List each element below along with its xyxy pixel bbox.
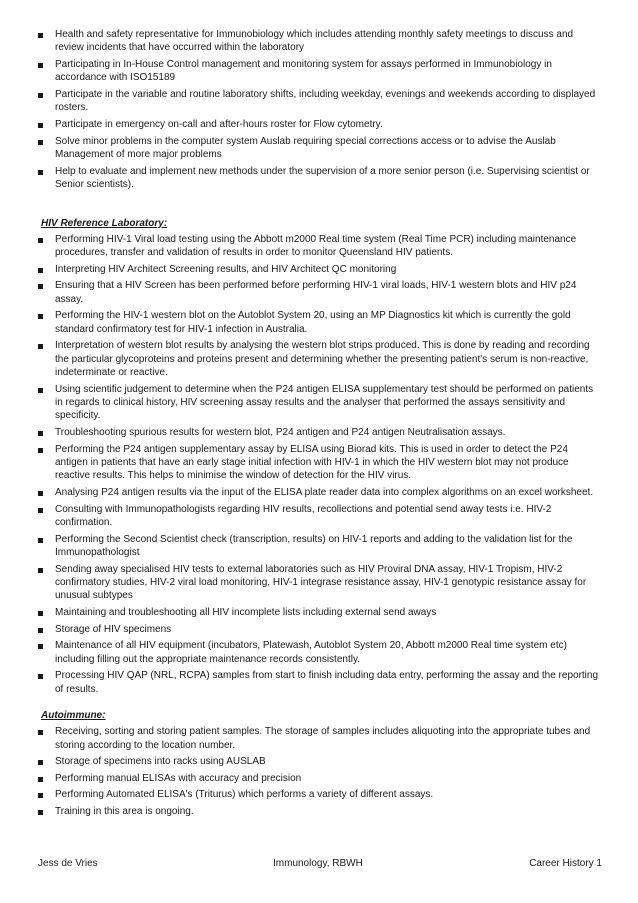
- bullet-item: Ensuring that a HIV Screen has been performed before performing HIV-1 viral loads, HIV-1 western blots and HIV p24 assay.: [37, 279, 602, 306]
- bullet-item: Sending away specialised HIV tests to external laboratories such as HIV Proviral DNA assay, HIV-1 Tropism, HIV-2 confirmatory studies, HIV-2 viral load monitoring, HIV-1 integrase resistance assay, HIV-1 genotypic resistance assay for unusual subtypes: [37, 563, 602, 603]
- bullet-item: Training in this area is ongoing.: [37, 805, 602, 818]
- section-spacer: [37, 195, 602, 217]
- bullet-item: Interpreting HIV Architect Screening results, and HIV Architect QC monitoring: [37, 263, 602, 276]
- bullet-item: Troubleshooting spurious results for western blot, P24 antigen and P24 antigen Neutralisation assays.: [37, 426, 602, 439]
- bullet-item: Analysing P24 antigen results via the input of the ELISA plate reader data into complex algorithms on an excel worksheet.: [37, 486, 602, 499]
- bullet-item: Consulting with Immunopathologists regarding HIV results, recollections and potential send away tests i.e. HIV-2 confirmation.: [37, 503, 602, 530]
- bullet-item: Performing the HIV-1 western blot on the Autoblot System 20, using an MP Diagnostics kit which is currently the gold standard confirmatory test for HIV-1 infection in Australia.: [37, 309, 602, 336]
- autoimmune-bullet-list: [37, 725, 602, 818]
- bullet-item: Participate in emergency on-call and after-hours roster for Flow cytometry.: [37, 118, 602, 131]
- bullet-item: Storage of specimens into racks using AUSLAB: [37, 755, 602, 768]
- bullet-item: Receiving, sorting and storing patient samples. The storage of samples includes aliquoting into the appropriate tubes and storing according to the location number.: [37, 725, 602, 752]
- bullet-item: Using scientific judgement to determine when the P24 antigen ELISA supplementary test should be performed on patients in regards to clinical history, HIV screening assay results and the analyser that performed the assays sensitivity and specificity.: [37, 383, 602, 423]
- bullet-item: Performing the P24 antigen supplementary assay by ELISA using Biorad kits. This is used in order to detect the P24 antigen in patients that have an early stage initial infection with HIV-1 in which the HIV western blot may not produce reactive results. This helps to minimise the window of detection for the HIV virus.: [37, 443, 602, 483]
- bullet-item: Processing HIV QAP (NRL, RCPA) samples from start to finish including data entry, performing the assay and the reporting of results.: [37, 669, 602, 696]
- bullet-item: Solve minor problems in the computer system Auslab requiring special corrections access or to advise the Auslab Management of more major problems: [37, 135, 602, 162]
- bullet-item: Maintenance of all HIV equipment (incubators, Platewash, Autoblot System 20, Abbott m2000 Real time system etc) including filling out the appropriate maintenance records consistently.: [37, 639, 602, 666]
- bullet-item: Participate in the variable and routine laboratory shifts, including weekday, evenings and weekends according to displayed rosters.: [37, 88, 602, 115]
- bullet-item: Performing the Second Scientist check (transcription, results) on HIV-1 reports and adding to the validation list for the Immunopathologist: [37, 533, 602, 560]
- section-spacer: [37, 699, 602, 709]
- footer-page-label: Career History 1: [529, 858, 602, 869]
- bullet-item: Performing manual ELISAs with accuracy and precision: [37, 772, 602, 785]
- bullet-item: Maintaining and troubleshooting all HIV incomplete lists including external send aways: [37, 606, 602, 619]
- hiv-bullet-list: [37, 233, 602, 696]
- hiv-section-heading: HIV Reference Laboratory:: [41, 217, 168, 229]
- bullet-item: Storage of HIV specimens: [37, 623, 602, 636]
- bullet-item: Health and safety representative for Immunobiology which includes attending monthly safety meetings to discuss and review incidents that have occurred within the laboratory: [37, 28, 602, 55]
- bullet-item: Interpretation of western blot results by analysing the western blot strips produced. This is done by reading and recording the particular glycoproteins and proteins present and determining whether the presenting patient's serum is non-reactive, indeterminate or reactive.: [37, 339, 602, 379]
- intro-bullet-list: [37, 28, 602, 191]
- autoimmune-section-heading: Autoimmune:: [41, 710, 106, 722]
- footer-department: Immunology, RBWH: [273, 858, 363, 869]
- bullet-item: Performing HIV-1 Viral load testing using the Abbott m2000 Real time system (Real Time PCR) including maintenance procedures, transfer and validation of results in order to monitor Queensland HIV patients.: [37, 233, 602, 260]
- footer-author: Jess de Vries: [38, 858, 98, 869]
- bullet-item: Help to evaluate and implement new methods under the supervision of a more senior person (i.e. Supervising scientist or Senior scientists).: [37, 165, 602, 192]
- bullet-item: Participating in In-House Control management and monitoring system for assays performed in Immunobiology in accordance with ISO15189: [37, 58, 602, 85]
- bullet-item: Performing Automated ELISA's (Triturus) which performs a variety of different assays.: [37, 788, 602, 801]
